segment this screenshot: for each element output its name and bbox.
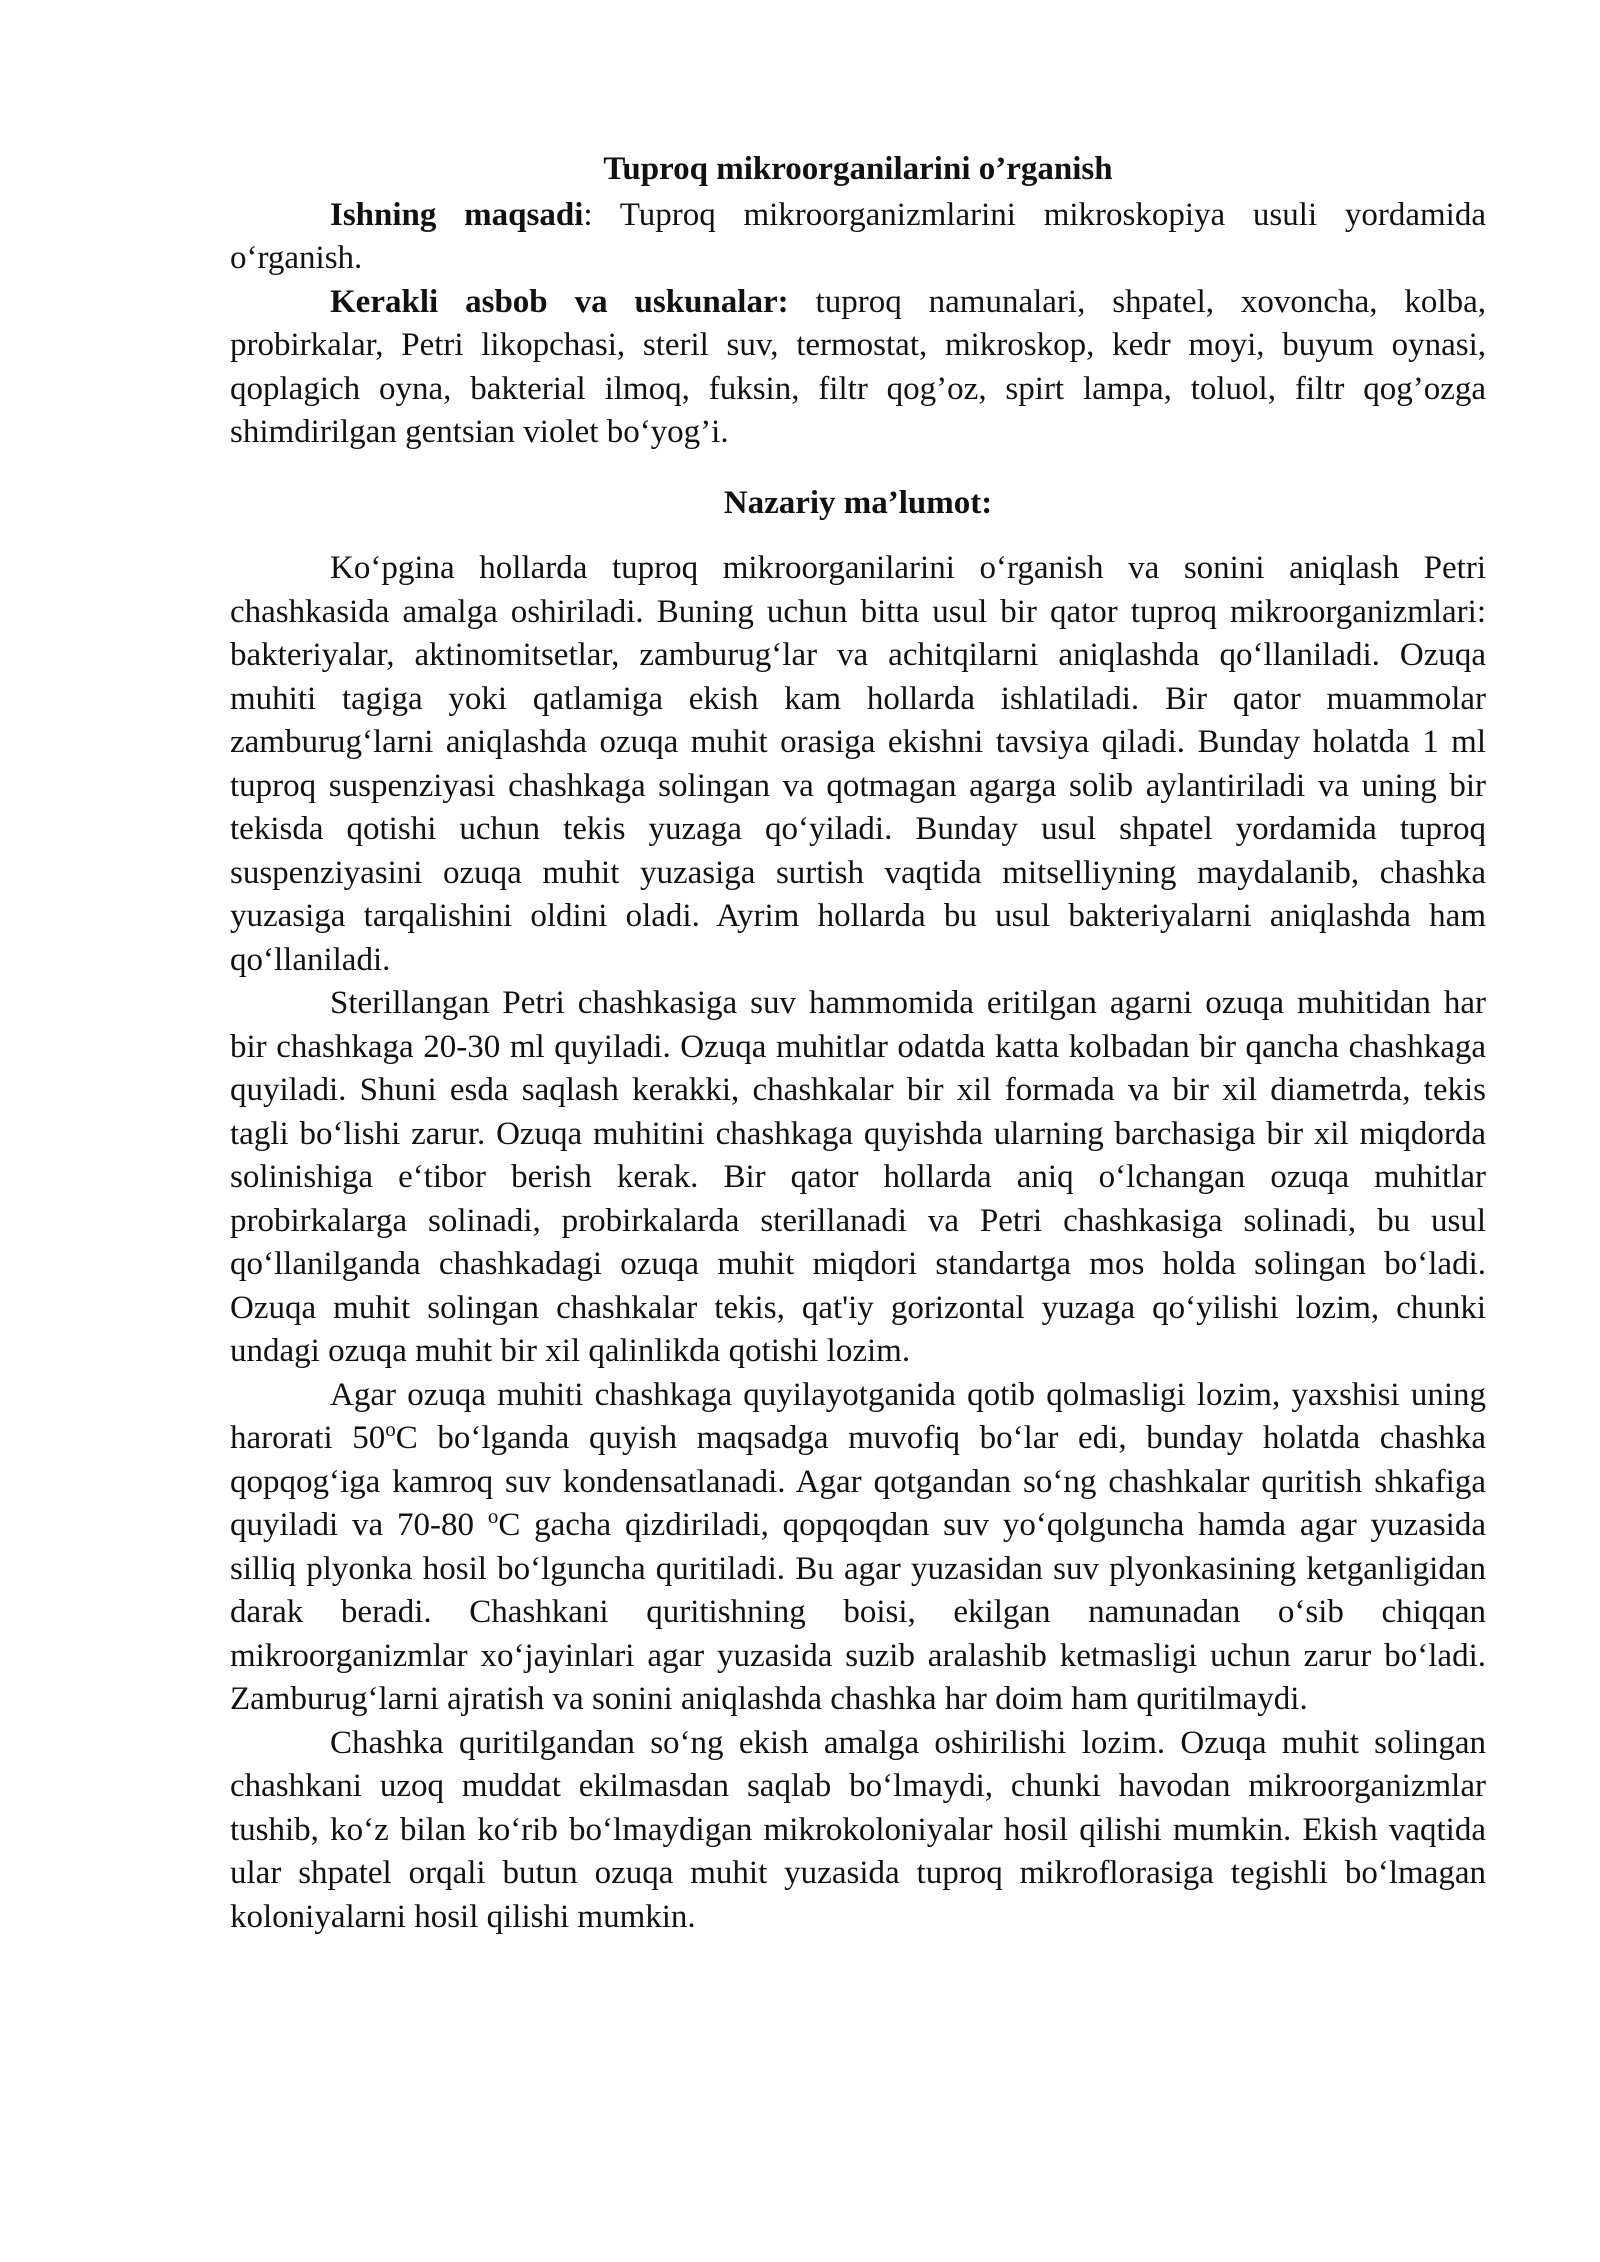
theory-heading: Nazariy ma’lumot: (723, 484, 993, 521)
paragraph-3-part-b: C bo‘lganda quyish maqsadga muvofiq bo‘lar edi, bunday holatda chashka qopqog‘iga kamroq suv kondensatlanadi. Agar qotgandan so‘ng chashkalar quritish shkafiga quyiladi va 70-80 (230, 1420, 1487, 1543)
equipment-label: Kerakli asbob va uskunalar: (330, 283, 789, 320)
theory-paragraph-4: Chashka quritilgandan so‘ng ekish amalga oshirilishi lozim. Ozuqa muhit solingan chashkani uzoq muddat ekilmasdan saqlab bo‘lmaydi, chunki havodan mikroorganizmlar tushib, ko‘z bilan ko‘rib bo‘lmaydigan mikrokoloniyalar hosil qilishi mumkin. Ekish vaqtida ular shpatel orqali butun ozuqa muhit yuzasida tuproq mikroflorasiga tegishli bo‘lmagan koloniyalarni hosil qilishi mumkin. (230, 1724, 1486, 1935)
aim-text: : Tuproq mikroorganizmlarini mikroskopiya usuli yordamida o‘rganish. (230, 196, 1486, 276)
theory-paragraph-3 (230, 1374, 1486, 1722)
equipment-text: tuproq namunalari, shpatel, xovoncha, kolba, probirkalar, Petri likopchasi, steril suv, termostat, mikroskop, kedr moyi, buyum oynasi, qoplagich oyna, bakterial ilmoq, fuksin, filtr qog’oz, spirt lampa, toluol, filtr qog’ozga shimdirilgan gentsian violet bo‘yog’i. (230, 283, 1486, 450)
paragraph-3-part-a: Agar ozuqa muhiti chashkaga quyilayotganida qotib qolmasligi lozim, yaxshisi uning harorati 50 (230, 1376, 1486, 1456)
degree-sign-2: o (487, 1504, 499, 1528)
aim-label: Ishning maqsadi (330, 196, 584, 233)
paragraph-3-part-c: C gacha qizdiriladi, qopqoqdan suv yo‘qolguncha hamda agar yuzasida silliq plyonka hosil bo‘lguncha quritiladi. Bu agar yuzasidan suv plyonkasining ketganligidan darak beradi. Chashkani quritishning boisi, ekilgan namunadan o‘sib chiqqan mikroorganizmlar xo‘jayinlari agar yuzasida suzib aralashib ketmasligi uchun zarur bo‘ladi. Zamburug‘larni ajratish va sonini aniqlashda chashka har doim ham quritilmaydi. (230, 1507, 1486, 1717)
document-title: Tuproq mikroorganilarini o’rganish (603, 151, 1113, 187)
equipment-paragraph (230, 281, 1486, 455)
document-page (230, 148, 1486, 1939)
aim-paragraph (230, 194, 1486, 281)
theory-paragraph-2: Sterillangan Petri chashkasiga suv hammomida eritilgan agarni ozuqa muhitidan har bir chashkaga 20-30 ml quyiladi. Ozuqa muhitlar odatda katta kolbadan bir qancha chashkaga quyiladi. Shuni esda saqlash kerakki, chashkalar bir xil formada va bir xil diametrda, tekis tagli bo‘lishi zarur. Ozuqa muhitini chashkaga quyishda ularning barchasiga bir xil miqdorda solinishiga e‘tibor berish kerak. Bir qator hollarda aniq o‘lchangan ozuqa muhitlar probirkalarga solinadi, probirkalarda sterillanadi va Petri chashkasiga solinadi, bu usul qo‘llanilganda chashkadagi ozuqa muhit miqdori standartga mos holda solingan bo‘ladi. Ozuqa muhit solingan chashkalar tekis, qat'iy gorizontal yuzaga qo‘yilishi lozim, chunki undagi ozuqa muhit bir xil qalinlikda qotishi lozim. (230, 985, 1486, 1369)
theory-paragraph-1: Ko‘pgina hollarda tuproq mikroorganilarini o‘rganish va sonini aniqlash Petri chashkasida amalga oshiriladi. Buning uchun bitta usul bir qator tuproq mikroorganizmlari: bakteriyalar, aktinomitsetlar, zamburug‘lar va achitqilarni aniqlashda qo‘llaniladi. Ozuqa muhiti tagiga yoki qatlamiga ekish kam hollarda ishlatiladi. Bir qator muammolar zamburug‘larni aniqlashda ozuqa muhit orasiga ekishni tavsiya qiladi. Bunday holatda 1 ml tuproq suspenziyasi chashkaga solingan va qotmagan agarga solib aylantiriladi va uning bir tekisda qotishi uchun tekis yuzaga qo‘yiladi. Bunday usul shpatel yordamida tuproq suspenziyasini ozuqa muhit yuzasiga surtish vaqtida mitselliyning maydalanib, chashka yuzasiga tarqalishini oldini oladi. Ayrim hollarda bu usul bakteriyalarni aniqlashda ham qo‘llaniladi. (230, 550, 1486, 978)
degree-sign-1: o (385, 1417, 396, 1441)
